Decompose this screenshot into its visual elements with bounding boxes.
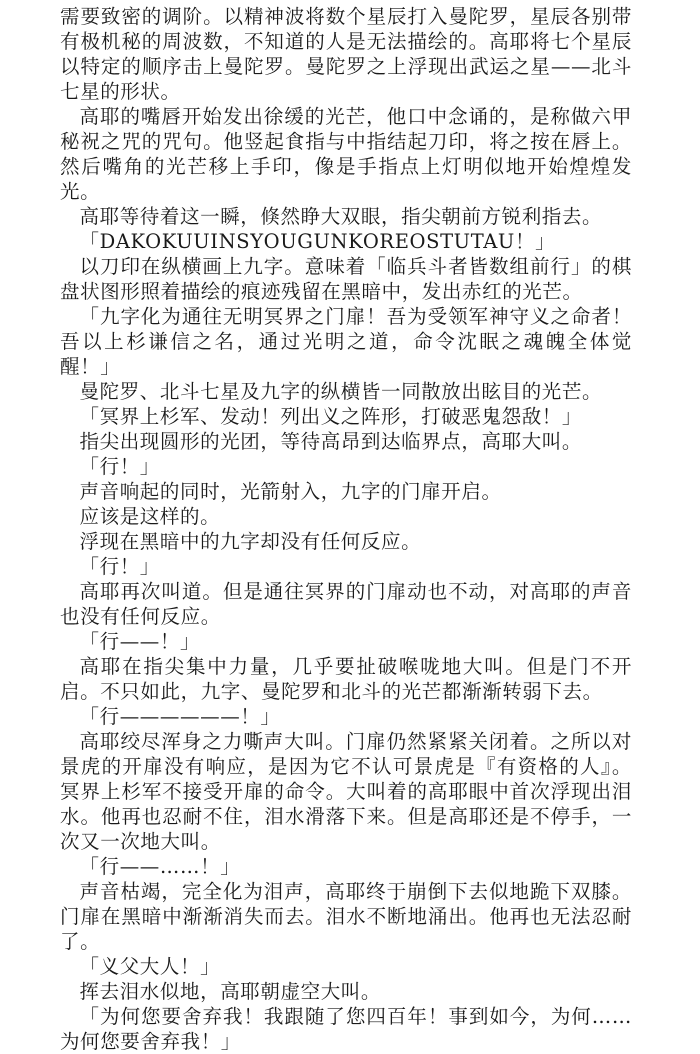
dialogue-line: 「行——————！」: [79, 705, 281, 728]
dialogue-line: 「DAKOKUUINSYOUGUNKOREOSTUTAU！」: [79, 230, 556, 253]
dialogue-line: 「行——……！」: [79, 855, 241, 878]
paragraph: 曼陀罗、北斗七星及九字的纵横皆一同散放出眩目的光芒。: [79, 380, 603, 403]
dialogue-line: 「为何您要舍弃我！我跟随了您四百年！事到如今，为何……为何您要舍弃我！」: [60, 1005, 632, 1053]
paragraph: 声音响起的同时，光箭射入，九字的门扉开启。: [79, 480, 502, 503]
paragraph: 指尖出现圆形的光团，等待高昂到达临界点，高耶大叫。: [79, 430, 583, 453]
dialogue-line: 「行！」: [79, 455, 160, 478]
dialogue-line: 「行——！」: [79, 630, 201, 653]
paragraph: 高耶等待着这一瞬，倏然睁大双眼，指尖朝前方锐利指去。: [79, 205, 603, 228]
paragraph: 声音枯竭，完全化为泪声，高耶终于崩倒下去似地跪下双膝。门扉在黑暗中渐渐消失而去。泪水不断地涌出。他再也无法忍耐了。: [60, 880, 632, 953]
paragraph-continued: 需要致密的调阶。以精神波将数个星辰打入曼陀罗，星辰各别带有极机秘的周波数，不知道的人是无法描绘的。高耶将七个星辰以特定的顺序击上曼陀罗。曼陀罗之上浮现出武运之星——北斗七星的形状。: [60, 5, 632, 103]
paragraph: 高耶在指尖集中力量，几乎要扯破喉咙地大叫。但是门不开启。不只如此，九字、曼陀罗和北斗的光芒都渐渐转弱下去。: [60, 655, 632, 703]
paragraph: 高耶绞尽浑身之力嘶声大叫。门扉仍然紧紧关闭着。之所以对景虎的开扉没有响应，是因为它不认可景虎是『有资格的人』。冥界上杉军不接受开扉的命令。大叫着的高耶眼中首次浮现出泪水。他再也忍耐不住，泪水滑落下来。但是高耶还是不停手，一次又一次地大叫。: [60, 730, 632, 853]
dialogue-line: 「行！」: [79, 555, 160, 578]
dialogue-line: 「义父大人！」: [79, 955, 221, 978]
paragraph: 浮现在黑暗中的九字却没有任何反应。: [79, 530, 422, 553]
dialogue-line: 「九字化为通往无明冥界之门扉！吾为受领军神守义之命者！吾以上杉谦信之名，通过光明之道，命令沈眠之魂魄全体觉醒！」: [60, 305, 632, 378]
dialogue-line: 「冥界上杉军、发动！列出义之阵形，打破恶鬼怨敌！」: [79, 405, 583, 428]
paragraph: 高耶的嘴唇开始发出徐缓的光芒，他口中念诵的，是称做六甲秘祝之咒的咒句。他竖起食指与中指结起刀印，将之按在唇上。然后嘴角的光芒移上手印，像是手指点上灯明似地开始煌煌发光。: [60, 105, 632, 203]
paragraph: 高耶再次叫道。但是通往冥界的门扉动也不动，对高耶的声音也没有任何反应。: [60, 580, 632, 628]
paragraph: 挥去泪水似地，高耶朝虚空大叫。: [79, 980, 382, 1003]
paragraph: 应该是这样的。: [79, 505, 221, 528]
paragraph: 以刀印在纵横画上九字。意味着「临兵斗者皆数组前行」的棋盘状图形照着描绘的痕迹残留在黑暗中，发出赤红的光芒。: [60, 255, 632, 303]
document-page: [60, 4, 632, 1054]
